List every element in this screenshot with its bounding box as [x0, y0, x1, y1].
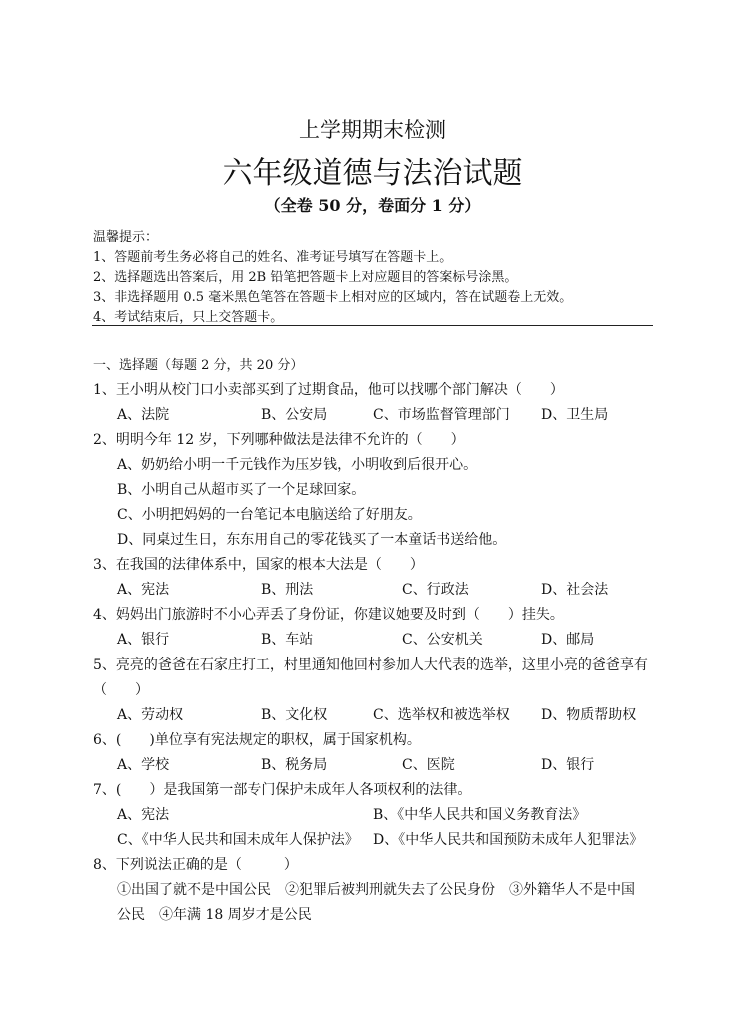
- question-stem: 8、下列说法正确的是（ ）: [93, 857, 298, 873]
- tip-item: 2、选择题选出答案后，用 2B 铅笔把答题卡上对应题目的答案标号涂黑。: [93, 270, 518, 285]
- exam-subtitle: 上学期期末检测: [299, 118, 446, 142]
- option-d: D、邮局: [541, 632, 595, 648]
- option-c: C、公安机关: [402, 632, 483, 648]
- option-d: D、同桌过生日，东东用自己的零花钱买了一本童话书送给他。: [117, 532, 507, 548]
- tips-heading: 温馨提示：: [93, 230, 159, 245]
- tips-block: [93, 228, 572, 328]
- question-stem: 6、( )单位享有宪法规定的职权，属于国家机构。: [93, 732, 421, 748]
- option-c: C、医院: [402, 757, 455, 773]
- option-b: B、《中华人民共和国义务教育法》: [373, 807, 587, 823]
- option-b: B、公安局: [261, 407, 328, 423]
- question-stem: 2、明明今年 12 岁，下列哪种做法是法律不允许的（ ）: [93, 432, 465, 448]
- question-stem: 3、在我国的法律体系中，国家的根本大法是（ ）: [93, 557, 424, 573]
- divider-line: [92, 325, 653, 326]
- option-b: B、税务局: [261, 757, 328, 773]
- option-b: B、文化权: [261, 707, 328, 723]
- option-a: A、学校: [117, 757, 170, 773]
- option-d: D、社会法: [541, 582, 609, 598]
- option-c: C、市场监督管理部门: [373, 407, 510, 423]
- tip-item: 3、非选择题用 0.5 毫米黑色笔答在答题卡上相对应的区域内，答在试题卷上无效。: [93, 290, 573, 305]
- option-a: A、劳动权: [117, 707, 184, 723]
- option-d: D、《中华人民共和国预防未成年人犯罪法》: [373, 832, 644, 848]
- option-b: B、小明自己从超市买了一个足球回家。: [117, 482, 366, 498]
- question-stem: 1、王小明从校门口小卖部买到了过期食品，他可以找哪个部门解决（ ）: [93, 382, 564, 398]
- question-stem: 7、( ）是我国第一部专门保护未成年人各项权利的法律。: [93, 782, 472, 798]
- option-d: D、卫生局: [541, 407, 609, 423]
- question-stem: 5、亮亮的爸爸在石家庄打工，村里通知他回村参加人大代表的选举，这里小亮的爸爸享有: [93, 657, 648, 673]
- exam-score-note: （全卷 50 分，卷面分 1 分）: [264, 196, 481, 215]
- option-a: A、奶奶给小明一千元钱作为压岁钱，小明收到后很开心。: [117, 457, 478, 473]
- option-a: A、宪法: [117, 807, 170, 823]
- option-a: A、宪法: [117, 582, 170, 598]
- question-stem: 4、妈妈出门旅游时不小心弄丢了身份证，你建议她要及时到（ ）挂失。: [93, 607, 564, 623]
- option-c: C、行政法: [402, 582, 469, 598]
- option-c: C、选举权和被选举权: [373, 707, 510, 723]
- option-c: C、《中华人民共和国未成年人保护法》: [117, 832, 359, 848]
- option-a: A、法院: [117, 407, 170, 423]
- option-a: A、银行: [117, 632, 170, 648]
- question-stem-continued: （ ）: [93, 682, 149, 698]
- tip-item: 1、答题前考生务必将自己的姓名、准考证号填写在答题卡上。: [93, 250, 453, 265]
- option-c: C、小明把妈妈的一台笔记本电脑送给了好朋友。: [117, 507, 422, 523]
- option-d: D、银行: [541, 757, 595, 773]
- tip-item: 4、考试结束后，只上交答题卡。: [93, 310, 284, 325]
- option-d: D、物质帮助权: [541, 707, 637, 723]
- statement-line: ①出国了就不是中国公民 ②犯罪后被判刑就失去了公民身份 ③外籍华人不是中国: [117, 882, 635, 898]
- option-b: B、刑法: [261, 582, 314, 598]
- statement-line-continued: 公民 ④年满 18 周岁才是公民: [117, 907, 312, 923]
- option-b: B、车站: [261, 632, 314, 648]
- exam-title: 六年级道德与法治试题: [222, 156, 523, 191]
- section-title: 一、选择题（每题 2 分，共 20 分）: [93, 358, 304, 373]
